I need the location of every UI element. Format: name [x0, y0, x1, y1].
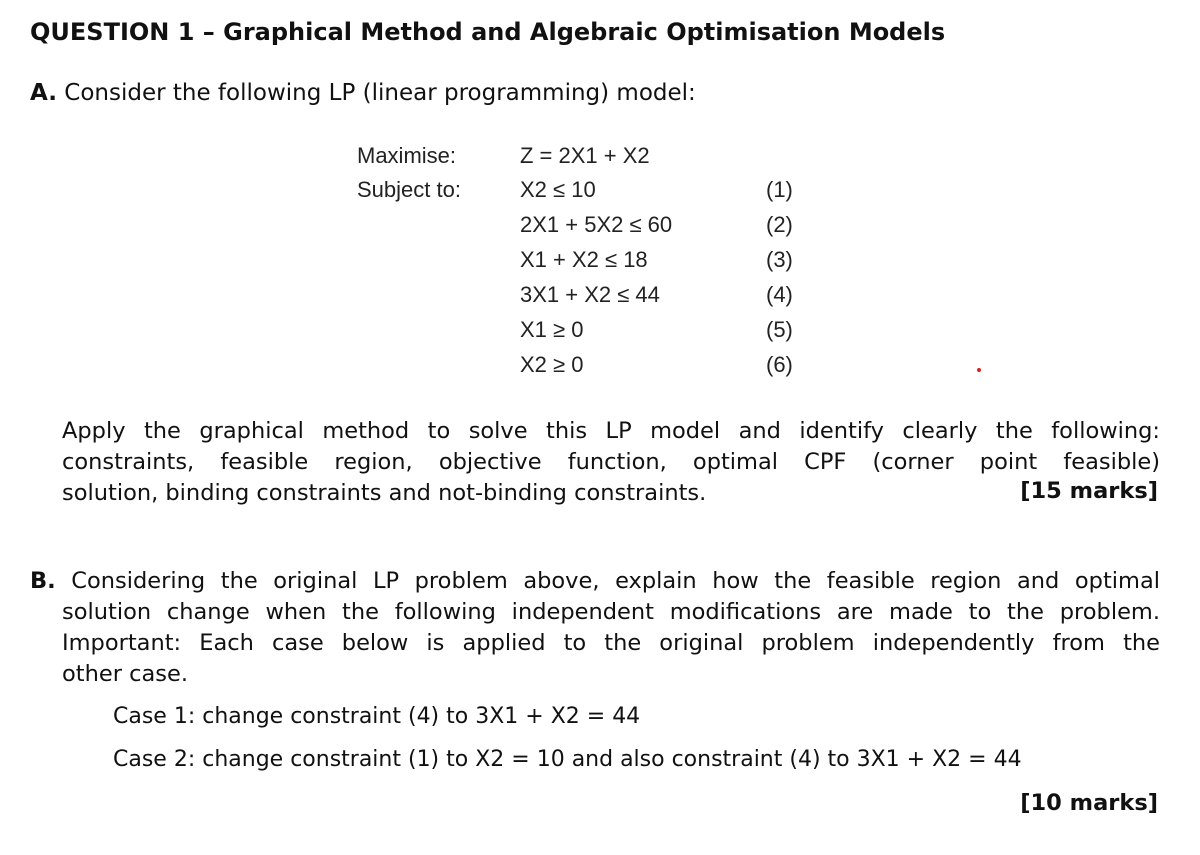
constraint-number: (6) — [766, 352, 793, 377]
section-b-label: B. — [30, 568, 56, 594]
case-2: Case 2: change constraint (1) to X2 = 10 and also constraint (4) to 3X1 + X2 = 44 — [113, 747, 1022, 772]
constraint-expr: 2X1 + 5X2 ≤ 60 — [520, 212, 673, 237]
section-a-intro-text: Consider the following LP (linear programming) model: — [64, 80, 696, 106]
section-a-intro — [30, 80, 696, 106]
question-title: QUESTION 1 – Graphical Method and Algebraic Optimisation Models — [30, 18, 946, 46]
constraint-number: (2) — [766, 212, 793, 237]
constraint-expr: X2 ≤ 10 — [520, 177, 596, 202]
section-a-instructions — [62, 416, 1160, 509]
constraint-expr: X1 ≥ 0 — [520, 317, 584, 342]
red-dot-mark — [977, 368, 981, 372]
instruction-line: Apply the graphical method to solve this LP model and identify clearly the following: — [62, 418, 1160, 444]
section-a-label: A. — [30, 80, 57, 106]
constraint-expr: X2 ≥ 0 — [520, 352, 584, 377]
constraint-number: (3) — [766, 247, 793, 272]
section-b-line: Important: Each case below is applied to the original problem independently from the — [62, 630, 1160, 656]
constraint-number: (1) — [766, 177, 793, 202]
section-b-line-text: Considering the original LP problem above, explain how the feasible region and optimal — [71, 568, 1160, 594]
objective-label: Maximise: — [357, 143, 457, 168]
instruction-line: solution, binding constraints and not-binding constraints. — [62, 480, 707, 506]
section-a-marks: [15 marks] — [1020, 478, 1158, 504]
case-1: Case 1: change constraint (4) to 3X1 + X2 = 44 — [113, 704, 641, 729]
constraint-number: (4) — [766, 282, 793, 307]
section-b-marks: [10 marks] — [1020, 790, 1158, 816]
objective-function: Z = 2X1 + X2 — [520, 143, 650, 168]
constraint-number: (5) — [766, 317, 793, 342]
constraint-expr: 3X1 + X2 ≤ 44 — [520, 282, 660, 307]
constraint-expr: X1 + X2 ≤ 18 — [520, 247, 648, 272]
instruction-line: constraints, feasible region, objective function, optimal CPF (corner point feasible) — [62, 449, 1160, 475]
section-b-line — [30, 566, 1160, 597]
section-b-line: other case. — [62, 661, 188, 687]
subject-to-label: Subject to: — [357, 177, 461, 202]
section-b-text — [30, 566, 1160, 690]
section-b-line: solution change when the following independent modifications are made to the problem. — [62, 599, 1160, 625]
